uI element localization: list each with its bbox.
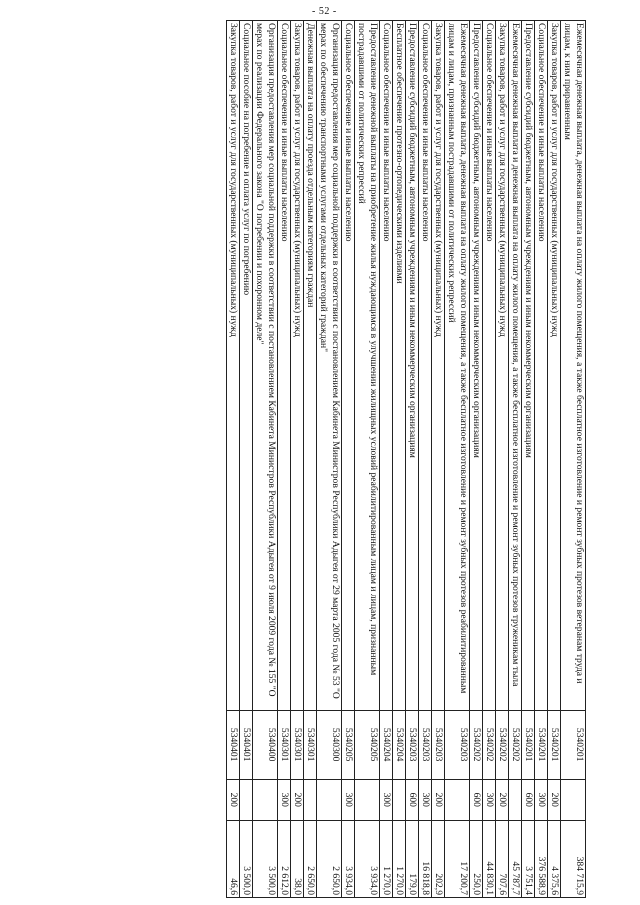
row-name-cell: Предоставление субсидий бюджетным, автономным учреждениям и иным некоммерческим организациям [406, 21, 419, 711]
table-row [496, 21, 509, 898]
row-code-cell: 5340201 [561, 710, 586, 779]
table-row [561, 21, 586, 898]
row-name-cell: Социальное обеспечение и иные выплаты населению [483, 21, 496, 711]
row-name-cell: Ежемесячная денежная выплата, денежная выплата на оплату жилого помещения, а также бесплатное изготовление и ремонт зубных протезов ветеранам труда и лицам, к ним приравненным [561, 21, 586, 711]
table-row [445, 21, 470, 898]
row-name-cell: Организация предоставления мер социальной поддержки в соответствии с постановлением Кабинета Министров Республики Адыгея от 29 марта 2005 года № 53 "О мерах по обеспечению транспортными услугами отдельных категорий граждан" [317, 21, 342, 711]
table-row [432, 21, 445, 898]
row-sum-cell: 3 500,0 [253, 820, 278, 897]
row-kvr-cell: 300 [535, 779, 548, 820]
row-sum-cell: 46,6 [227, 820, 240, 897]
row-kvr-cell: 300 [419, 779, 432, 820]
row-kvr-cell: 600 [406, 779, 419, 820]
row-kvr-cell: 300 [380, 779, 393, 820]
table-row [253, 21, 278, 898]
row-kvr-cell: 200 [548, 779, 561, 820]
row-code-cell: 5340203 [406, 710, 419, 779]
row-code-cell: 5340204 [380, 710, 393, 779]
row-kvr-cell: 600 [522, 779, 535, 820]
row-sum-cell: 384 715,9 [561, 820, 586, 897]
row-kvr-cell [253, 779, 278, 820]
row-name-cell: Социальное обеспечение и иные выплаты населению [535, 21, 548, 711]
row-sum-cell: 3 500,0 [240, 820, 253, 897]
row-sum-cell: 376 588,9 [535, 820, 548, 897]
table-row [342, 21, 355, 898]
row-sum-cell: 179,0 [406, 820, 419, 897]
row-name-cell: Закупка товаров, работ и услуг для государственных (муниципальных) нужд [496, 21, 509, 711]
row-code-cell: 5340301 [278, 710, 291, 779]
row-name-cell: Бесплатное обеспечение протезно-ортопедическими изделиями [393, 21, 406, 711]
row-sum-cell: 2 650,0 [317, 820, 342, 897]
row-name-cell: Социальное обеспечение и иные выплаты населению [278, 21, 291, 711]
table-row [380, 21, 393, 898]
row-sum-cell: 1 270,0 [393, 820, 406, 897]
row-name-cell: Денежная выплата на оплату проезда отдельным категориям граждан [304, 21, 317, 711]
row-name-cell: Организация предоставления мер социальной поддержки в соответствии с постановлением Кабинета Министров Республики Адыгея от 9 июля 2009 года № 155 "О мерах по реализации Федерального закона "О погребении и похоронном деле" [253, 21, 278, 711]
table-row [509, 21, 522, 898]
row-sum-cell: 3 934,0 [355, 820, 380, 897]
row-kvr-cell: 300 [342, 779, 355, 820]
row-sum-cell: 16 818,8 [419, 820, 432, 897]
row-code-cell: 5340201 [548, 710, 561, 779]
table-row [393, 21, 406, 898]
row-kvr-cell [509, 779, 522, 820]
table-row [483, 21, 496, 898]
row-code-cell: 5340205 [342, 710, 355, 779]
row-kvr-cell: 600 [470, 779, 483, 820]
row-code-cell: 5340401 [227, 710, 240, 779]
row-code-cell: 5340201 [522, 710, 535, 779]
row-name-cell: Социальное пособие на погребение и оплата услуг по погребению [240, 21, 253, 711]
table-row [278, 21, 291, 898]
row-kvr-cell: 300 [483, 779, 496, 820]
table-row [227, 21, 240, 898]
row-code-cell: 5340201 [535, 710, 548, 779]
row-kvr-cell: 200 [227, 779, 240, 820]
row-sum-cell: 4 375,6 [548, 820, 561, 897]
table-row [470, 21, 483, 898]
row-sum-cell: 707,6 [496, 820, 509, 897]
row-code-cell: 5340400 [253, 710, 278, 779]
row-sum-cell: 202,9 [432, 820, 445, 897]
row-sum-cell: 3 751,4 [522, 820, 535, 897]
row-name-cell: Предоставление денежной выплаты на приобретение жилья нуждающимся в улучшении жилищных условий реабилитированным лицам и лицам, признанным пострадавшими от политических репрессий [355, 21, 380, 711]
row-code-cell: 5340202 [470, 710, 483, 779]
row-kvr-cell: 200 [432, 779, 445, 820]
budget-table [226, 20, 586, 898]
table-row [522, 21, 535, 898]
row-kvr-cell [317, 779, 342, 820]
row-code-cell: 5340401 [240, 710, 253, 779]
row-sum-cell: 44 830,1 [483, 820, 496, 897]
row-code-cell: 5340202 [496, 710, 509, 779]
table-row [317, 21, 342, 898]
row-sum-cell: 45 787,7 [509, 820, 522, 897]
table-row [406, 21, 419, 898]
row-name-cell: Предоставление субсидий бюджетным, автономным учреждениям и иным некоммерческим организациям [470, 21, 483, 711]
row-kvr-cell: 300 [278, 779, 291, 820]
row-sum-cell: 3 934,0 [342, 820, 355, 897]
table-row [535, 21, 548, 898]
row-kvr-cell [355, 779, 380, 820]
table-row [355, 21, 380, 898]
table-row [419, 21, 432, 898]
row-code-cell: 5340202 [509, 710, 522, 779]
row-code-cell: 5340202 [483, 710, 496, 779]
row-sum-cell: 1 270,0 [380, 820, 393, 897]
row-kvr-cell [393, 779, 406, 820]
row-code-cell: 5340301 [304, 710, 317, 779]
row-sum-cell: 2 612,0 [278, 820, 291, 897]
row-kvr-cell: 200 [496, 779, 509, 820]
row-name-cell: Закупка товаров, работ и услуг для государственных (муниципальных) нужд [432, 21, 445, 711]
table-row [304, 21, 317, 898]
row-kvr-cell [304, 779, 317, 820]
table-row [291, 21, 304, 898]
row-name-cell: Закупка товаров, работ и услуг для государственных (муниципальных) нужд [291, 21, 304, 711]
row-name-cell: Ежемесячная денежная выплата, денежная выплата на оплату жилого помещения, а также бесплатное изготовление и ремонт зубных протезов реабилитированным лицам и лицам, признанным пострадавшими от политических репрессий [445, 21, 470, 711]
table-row [240, 21, 253, 898]
row-kvr-cell: 200 [291, 779, 304, 820]
row-name-cell: Закупка товаров, работ и услуг для государственных (муниципальных) нужд [227, 21, 240, 711]
budget-table-body [227, 21, 586, 898]
row-sum-cell: 250,0 [470, 820, 483, 897]
row-kvr-cell [240, 779, 253, 820]
row-code-cell: 5340203 [432, 710, 445, 779]
row-kvr-cell [561, 779, 586, 820]
row-sum-cell: 17 200,7 [445, 820, 470, 897]
row-code-cell: 5340205 [355, 710, 380, 779]
row-name-cell: Ежемесячная денежная выплата и денежная выплата на оплату жилого помещения, а также бесплатное изготовление и ремонт зубных протезов труженикам тыла [509, 21, 522, 711]
row-code-cell: 5340301 [291, 710, 304, 779]
row-code-cell: 5340203 [445, 710, 470, 779]
row-code-cell: 5340203 [419, 710, 432, 779]
row-code-cell: 5340300 [317, 710, 342, 779]
table-row [548, 21, 561, 898]
page-number: - 52 - [312, 6, 337, 17]
row-name-cell: Закупка товаров, работ и услуг для государственных (муниципальных) нужд [548, 21, 561, 711]
row-sum-cell: 2 650,0 [304, 820, 317, 897]
row-name-cell: Социальное обеспечение и иные выплаты населению [380, 21, 393, 711]
row-name-cell: Предоставление субсидий бюджетным, автономным учреждениям и иным некоммерческим организациям [522, 21, 535, 711]
row-sum-cell: 38,0 [291, 820, 304, 897]
row-name-cell: Социальное обеспечение и иные выплаты населению [342, 21, 355, 711]
row-code-cell: 5340204 [393, 710, 406, 779]
row-name-cell: Социальное обеспечение и иные выплаты населению [419, 21, 432, 711]
row-kvr-cell [445, 779, 470, 820]
